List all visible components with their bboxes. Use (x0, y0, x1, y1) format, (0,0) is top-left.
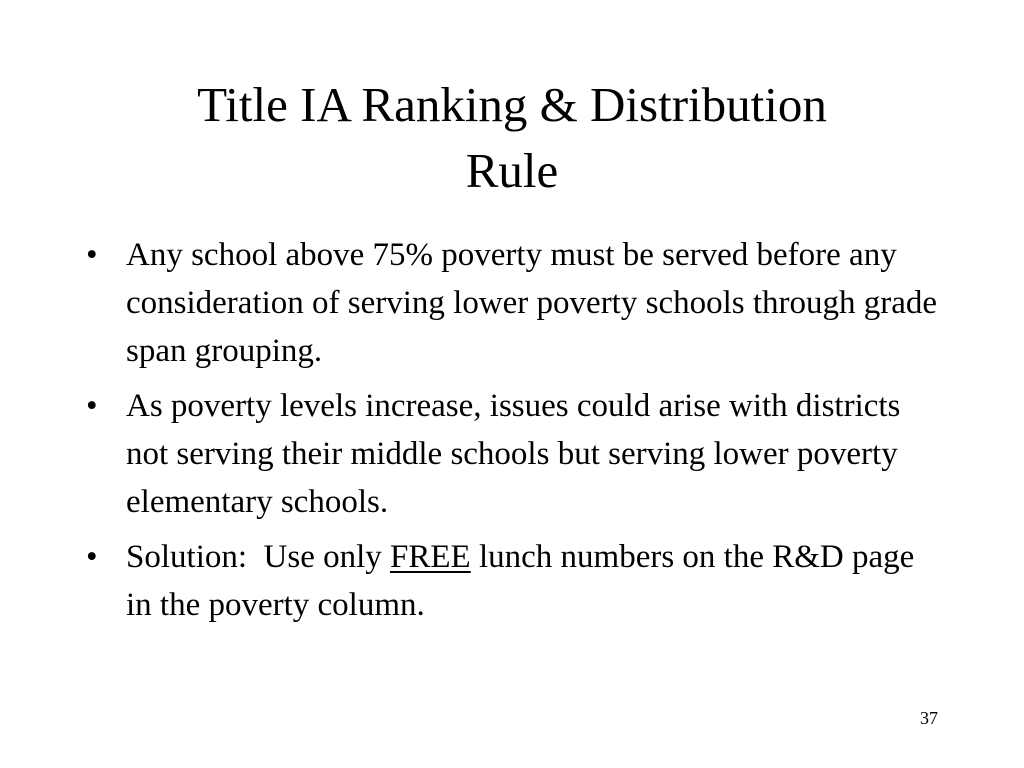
slide-title-line-2: Rule (465, 143, 559, 198)
slide-title-line-1: Title IA Ranking & Distribution (197, 77, 827, 132)
bullet-list (86, 231, 946, 636)
bullet-item-middle-schools-issue (86, 382, 946, 526)
bullet-text-before: Solution: Use only (126, 539, 391, 575)
page-number: 37 (920, 708, 938, 728)
bullet-text: Any school above 75% poverty must be served before any consideration of serving lower poverty schools through grade span grouping. (126, 237, 938, 369)
slide-title (80, 72, 944, 204)
bullet-text-after: lunch numbers on the R&D page in the poverty column. (126, 539, 915, 623)
bullet-icon: • (86, 388, 98, 424)
bullet-icon: • (86, 237, 98, 273)
bullet-item-poverty-threshold (86, 231, 946, 375)
free-emphasis: FREE (390, 539, 471, 575)
bullet-icon: • (86, 539, 98, 575)
bullet-text: As poverty levels increase, issues could arise with districts not serving their middle schools but serving lower poverty elementary schools. (126, 388, 901, 520)
bullet-item-solution (86, 533, 946, 629)
